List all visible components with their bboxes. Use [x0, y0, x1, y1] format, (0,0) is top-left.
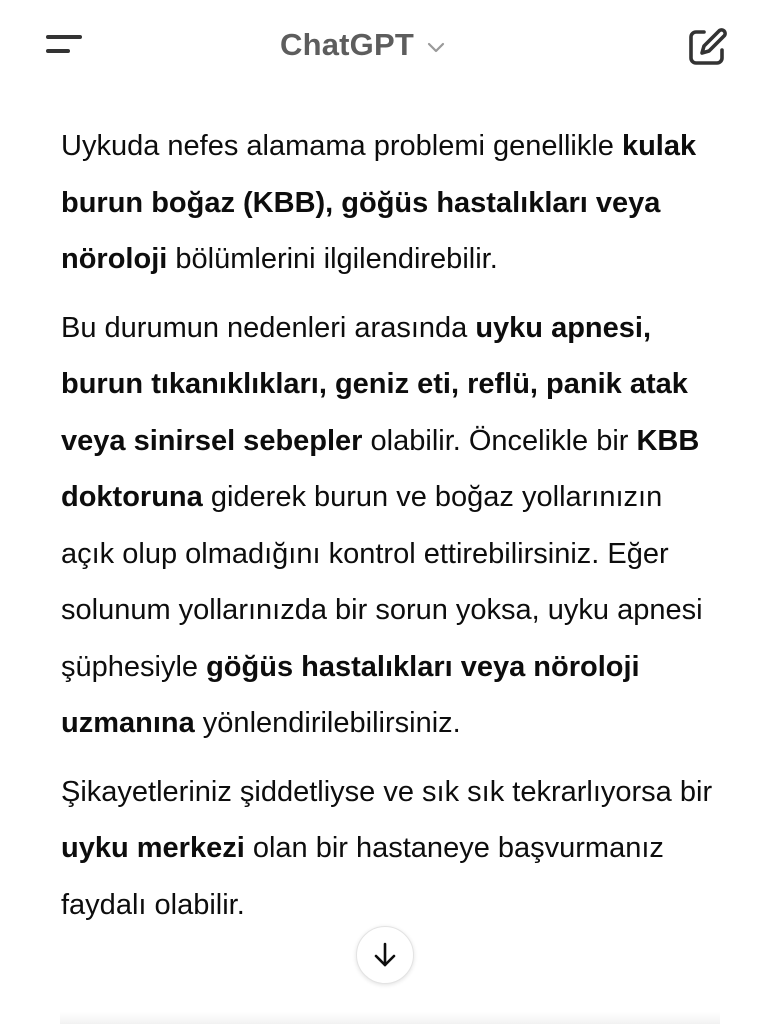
- message-text: giderek burun ve boğaz yollarınızın açık olup olmadığını kontrol ettirebilirsiniz. Eğer solunum yollarınızda bir sorun yoksa, uyku apnesi şüphesiyle: [61, 481, 703, 683]
- model-title: ChatGPT: [280, 27, 415, 62]
- message-text: bölümlerini ilgilendirebilir.: [167, 243, 498, 275]
- message-bold-text: uyku apnesi, burun tıkanıklıkları, geniz eti, reflü, panik atak veya sinirsel sebepler: [61, 311, 688, 457]
- message-bold-text: kulak burun boğaz (KBB), göğüs hastalıkları veya nöroloji: [61, 130, 697, 275]
- message-bold-text: KBB doktoruna: [61, 424, 700, 513]
- arrow-down-icon: [370, 940, 400, 970]
- new-chat-button[interactable]: [682, 22, 732, 72]
- message-bold-text: uyku merkezi: [61, 832, 245, 864]
- message-text: Uykuda nefes alamama problemi genellikle: [61, 130, 622, 162]
- message-bold-text: göğüs hastalıkları veya nöroloji uzmanına: [61, 650, 640, 739]
- message-text: Şikayetleriniz şiddetliyse ve sık sık tekrarlıyorsa bir: [61, 775, 713, 808]
- message-paragraph: [61, 764, 721, 934]
- message-text: olabilir. Öncelikle bir: [362, 424, 637, 457]
- message-text: Bu durumun nedenleri arasında: [61, 311, 476, 344]
- message-paragraph: [61, 300, 721, 752]
- message-text: yönlendirilebilirsiniz.: [194, 707, 461, 739]
- composer-edge: [60, 1012, 720, 1024]
- compose-icon: [682, 22, 732, 72]
- scroll-to-bottom-button[interactable]: [356, 926, 414, 984]
- menu-button[interactable]: [36, 24, 92, 68]
- chevron-down-icon: [426, 40, 446, 54]
- top-bar: [0, 0, 771, 90]
- message-paragraph: [61, 118, 721, 288]
- model-selector[interactable]: [280, 20, 446, 70]
- message-text: olan bir hastaneye başvurmanız faydalı olabilir.: [61, 832, 664, 921]
- assistant-message: [61, 118, 721, 945]
